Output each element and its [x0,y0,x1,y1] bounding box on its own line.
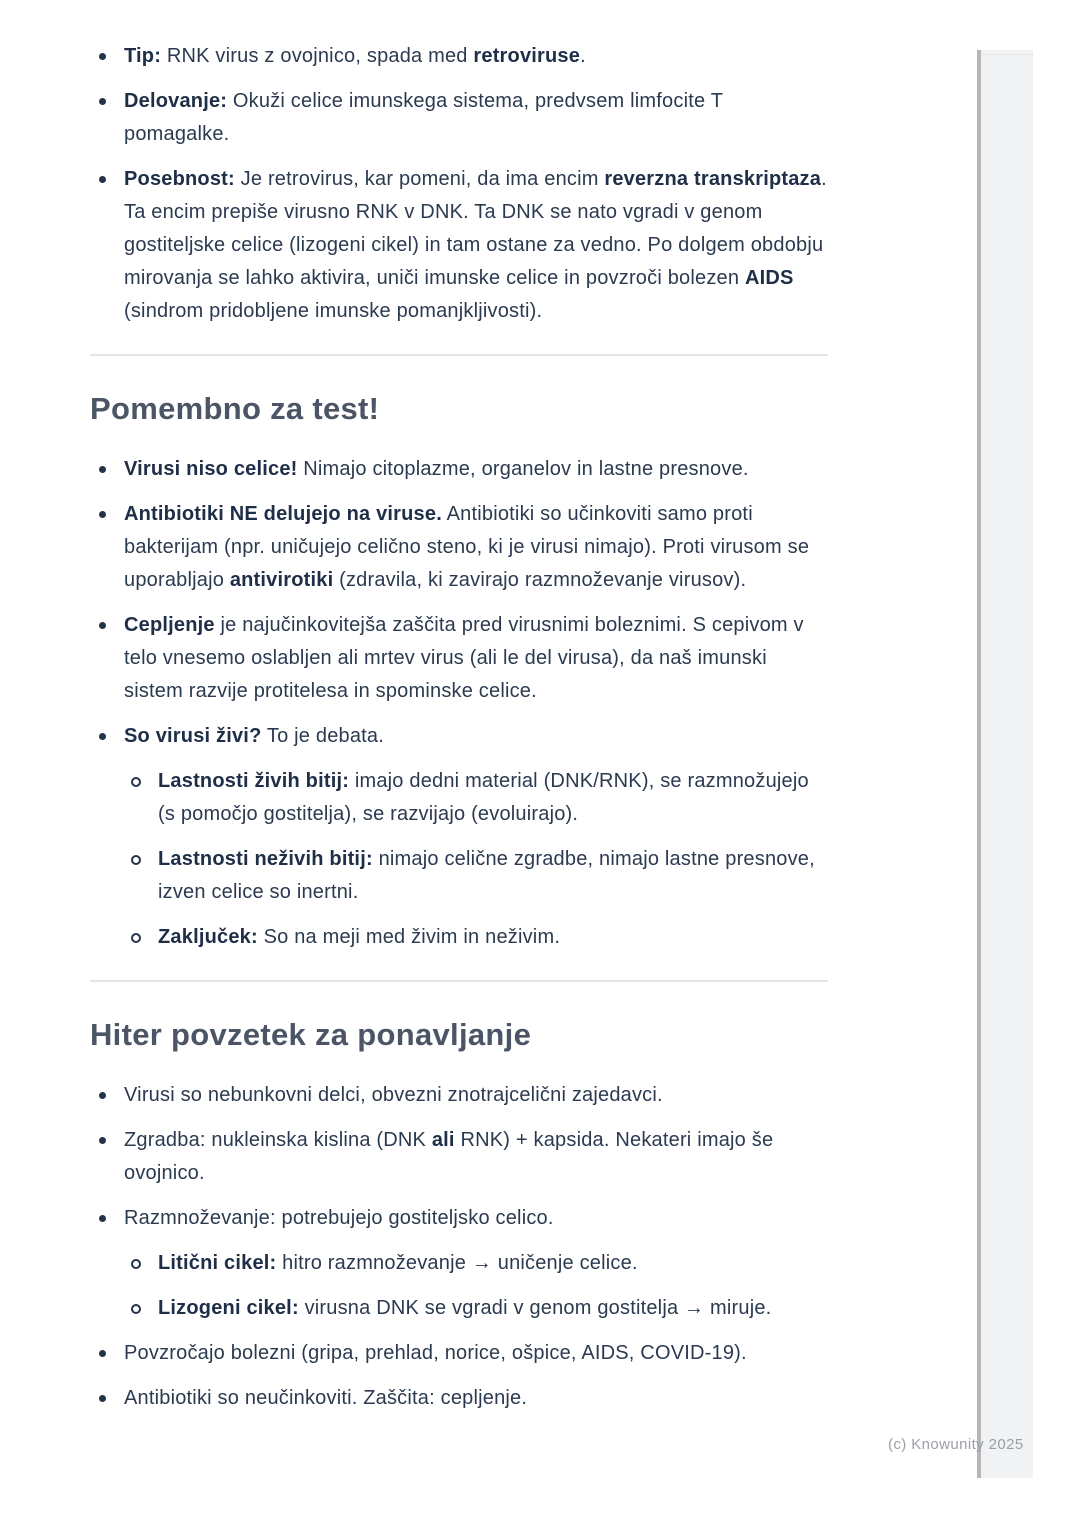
bullet-icon [99,511,106,518]
bullet-icon [99,622,106,629]
sub-list-item [124,1292,828,1325]
bold-text-run: Antibiotiki NE delujejo na viruse. [124,503,442,525]
bullet-icon [99,733,106,740]
bold-text-run: Cepljenje [124,614,215,636]
bold-text-run: Lastnosti neživih bitij: [158,848,373,870]
bold-text-run: So virusi živi? [124,725,262,747]
bold-text-run: antivirotiki [229,569,334,591]
sub-list-item [124,1247,828,1280]
text-run: nimajo celične zgradbe, nimajo lastne presnove, izven celice so inertni. [158,848,815,903]
section-divider [90,980,828,982]
list-item [90,720,828,753]
bold-text-run: retroviruse [473,45,581,67]
list-item [90,1382,828,1415]
watermark: (c) Knowunity 2025 [888,1436,1024,1453]
list-item [90,1124,828,1190]
list-item [90,498,828,597]
bold-text-run: reverzna transkriptaza [604,168,822,190]
bullet-icon [99,1395,106,1402]
text-run: So na meji med živim in neživim. [257,926,561,948]
bullet-icon [99,98,106,105]
text-run: RNK virus z ovojnico, spada med [161,45,474,67]
text-run: . Ta encim prepiše virusno RNK v DNK. Ta DNK se nato vgradi v genom gostiteljske celice (lizogeni cikel) in tam ostane za vedno. Po dolgem obdobju mirovanja se lahko aktivira, uniči imunske celice in povzroči bolezen [124,168,827,289]
bullet-icon [99,176,106,183]
circle-bullet-icon [131,777,141,787]
bold-text-run: Lastnosti živih bitij: [158,770,350,792]
text-run: Virusi so nebunkovni delci, obvezni znotrajcelični zajedavci. [124,1084,663,1106]
circle-bullet-icon [131,855,141,865]
bullet-icon [99,1092,106,1099]
text-run: Antibiotiki so učinkoviti samo proti bakterijam (npr. uničujejo celično steno, ki je virusi nimajo). Proti virusom se uporabljajo [124,503,810,591]
section-divider [90,354,828,356]
text-run: RNK) + kapsida. Nekateri imajo še ovojnico. [124,1129,774,1184]
list-item [90,1337,828,1370]
section-heading: Hiter povzetek za ponavljanje [90,1017,532,1052]
text-run: virusna DNK se vgradi v genom gostitelja → miruje. [298,1297,772,1319]
bullet-icon [99,1137,106,1144]
text-run: Je retrovirus, kar pomeni, da ima encim [234,168,605,190]
next-page-edge [977,50,1033,1478]
circle-bullet-icon [131,1304,141,1314]
bold-text-run: Virusi niso celice! [124,458,298,480]
bold-text-run: Delovanje: [124,90,228,112]
document-content [90,40,828,1427]
text-run: Okuži celice imunskega sistema, predvsem limfocite T pomagalke. [124,90,723,145]
section-heading: Pomembno za test! [90,391,380,426]
list-item [90,163,828,328]
list-item [90,1202,828,1235]
text-run: hitro razmnoževanje → uničenje celice. [276,1252,638,1274]
text-run: imajo dedni material (DNK/RNK), se razmnožujejo (s pomočjo gostitelja), se razvijajo (evoluirajo). [158,770,809,825]
list-item [90,85,828,151]
bullet-list [90,453,828,954]
bullet-list [90,1079,828,1415]
text-run: (zdravila, ki zavirajo razmnoževanje virusov). [333,569,747,591]
list-item [90,453,828,486]
text-run: . [580,45,586,67]
text-run: Zgradba: nukleinska kislina (DNK [124,1129,432,1151]
list-item [90,1079,828,1112]
bold-text-run: Posebnost: [124,168,235,190]
bullet-icon [99,53,106,60]
text-run: (sindrom pridobljene imunske pomanjkljivosti). [124,300,543,322]
text-run: To je debata. [261,725,385,747]
bold-text-run: Litični cikel: [158,1252,277,1274]
bullet-icon [99,1215,106,1222]
text-run: je najučinkovitejša zaščita pred virusnimi boleznimi. S cepivom v telo vnesemo oslabljen ali mrtev virus (ali le del virusa), da naš imunski sistem razvije protitelesa in spominske celice. [124,614,804,702]
bold-text-run: Lizogeni cikel: [158,1297,299,1319]
bullet-icon [99,1350,106,1357]
text-run: Povzročajo bolezni (gripa, prehlad, norice, ošpice, AIDS, COVID-19). [124,1342,747,1364]
bold-text-run: ali [431,1129,455,1151]
bullet-list [90,40,828,328]
text-run: Razmnoževanje: potrebujejo gostiteljsko celico. [124,1207,554,1229]
list-item [90,40,828,73]
bold-text-run: Tip: [124,45,162,67]
bold-text-run: Zaključek: [158,926,258,948]
circle-bullet-icon [131,1259,141,1269]
bullet-icon [99,466,106,473]
sub-list-item [124,921,828,954]
circle-bullet-icon [131,933,141,943]
bold-text-run: AIDS [744,267,794,289]
sub-list-item [124,843,828,909]
text-run: Antibiotiki so neučinkoviti. Zaščita: cepljenje. [124,1387,528,1409]
sub-list-item [124,765,828,831]
list-item [90,609,828,708]
text-run: Nimajo citoplazme, organelov in lastne presnove. [297,458,749,480]
